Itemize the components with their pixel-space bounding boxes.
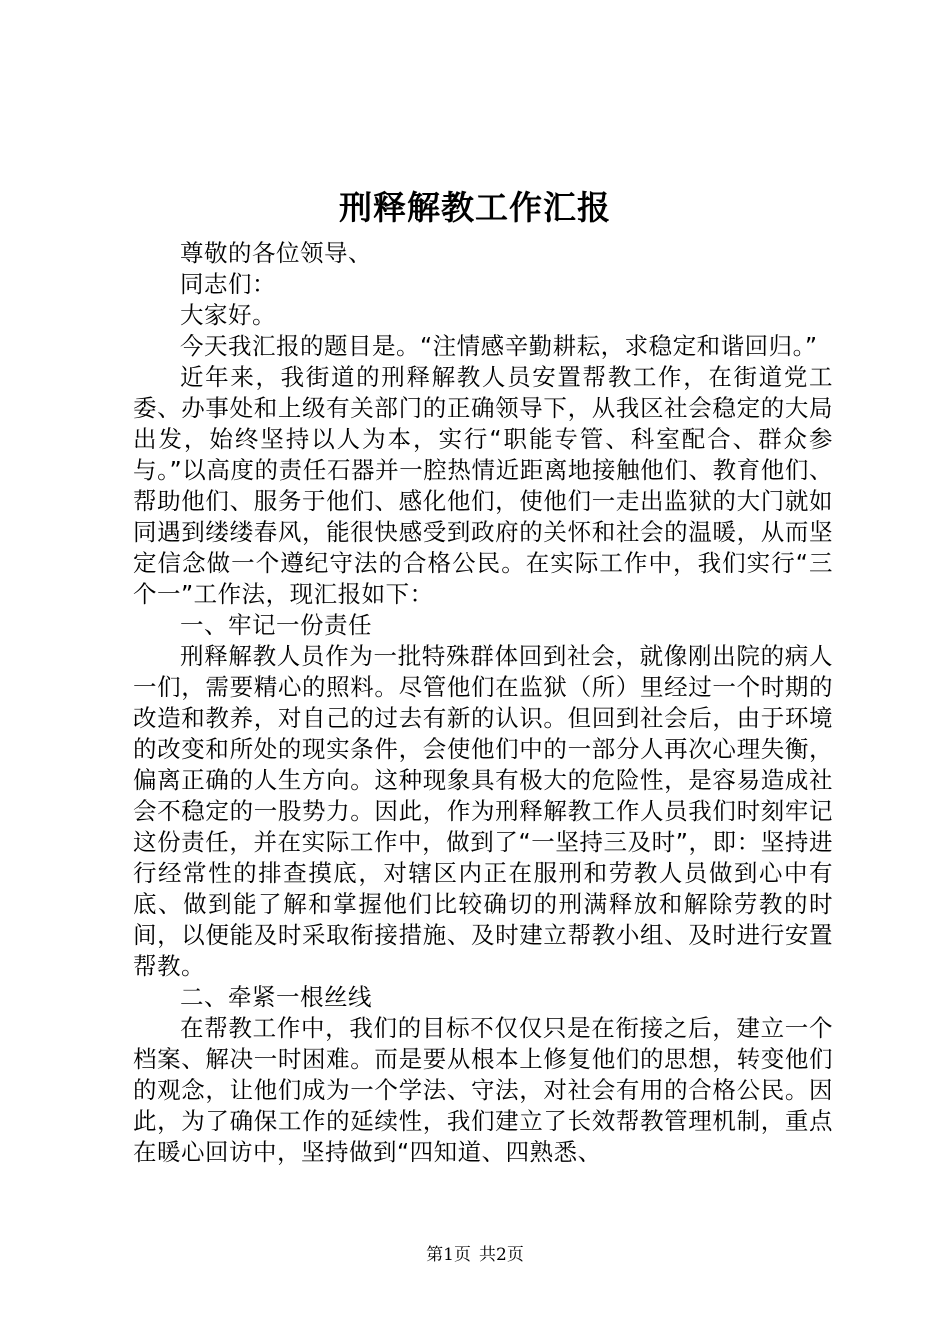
page-number: 第1页 — [426, 1245, 471, 1265]
page-total: 共2页 — [479, 1245, 524, 1265]
paragraph: 尊敬的各位领导、 — [180, 239, 372, 267]
paragraph: 刑释解教人员作为一批特殊群体回到社会，就像刚出院的病人一们，需要精心的照料。尽管他们在监狱（所）里经过一个时期的改造和教养，对自己的过去有新的认识。但回到社会后，由于环境的改变和所处的现实条件，会使他们中的一部分人再次心理失衡，偏离正确的人生方向。这种现象具有极大的危险性，是容易造成社会不稳定的一股势力。因此，作为刑释解教工作人员我们时刻牢记这份责任，并在实际工作中，做到了“一坚持三及时”，即：坚持进行经常性的排查摸底，对辖区内正在服刑和劳教人员做到心中有底、做到能了解和掌握他们比较确切的刑满释放和解除劳教的时间，以便能及时采取衔接措施、及时建立帮教小组、及时进行安置帮教。 — [133, 642, 833, 980]
section-heading: 二、牵紧一根丝线 — [180, 983, 372, 1011]
paragraph: 在帮教工作中，我们的目标不仅仅只是在衔接之后，建立一个档案、解决一时困难。而是要从根本上修复他们的思想，转变他们的观念，让他们成为一个学法、守法，对社会有用的合格公民。因此，为了确保工作的延续性，我们建立了长效帮教管理机制，重点在暖心回访中，坚持做到“四知道、四熟悉、 — [133, 1014, 833, 1166]
document-body — [133, 238, 833, 1168]
paragraph: 大家好。 — [180, 301, 276, 329]
paragraph: 同志们： — [180, 270, 276, 298]
page-footer — [0, 1243, 950, 1267]
section-heading: 一、牢记一份责任 — [180, 611, 372, 639]
document-title: 刑释解教工作汇报 — [339, 188, 611, 227]
paragraph: 近年来，我街道的刑释解教人员安置帮教工作，在街道党工委、办事处和上级有关部门的正确领导下，从我区社会稳定的大局出发，始终坚持以人为本，实行“职能专管、科室配合、群众参与。”以高度的责任石器并一腔热情近距离地接触他们、教育他们、帮助他们、服务于他们、感化他们，使他们一走出监狱的大门就如同遇到缕缕春风，能很快感受到政府的关怀和社会的温暖，从而坚定信念做一个遵纪守法的合格公民。在实际工作中，我们实行“三个一”工作法，现汇报如下： — [133, 363, 833, 608]
paragraph: 今天我汇报的题目是。“注情感辛勤耕耘，求稳定和谐回归。” — [180, 332, 818, 360]
